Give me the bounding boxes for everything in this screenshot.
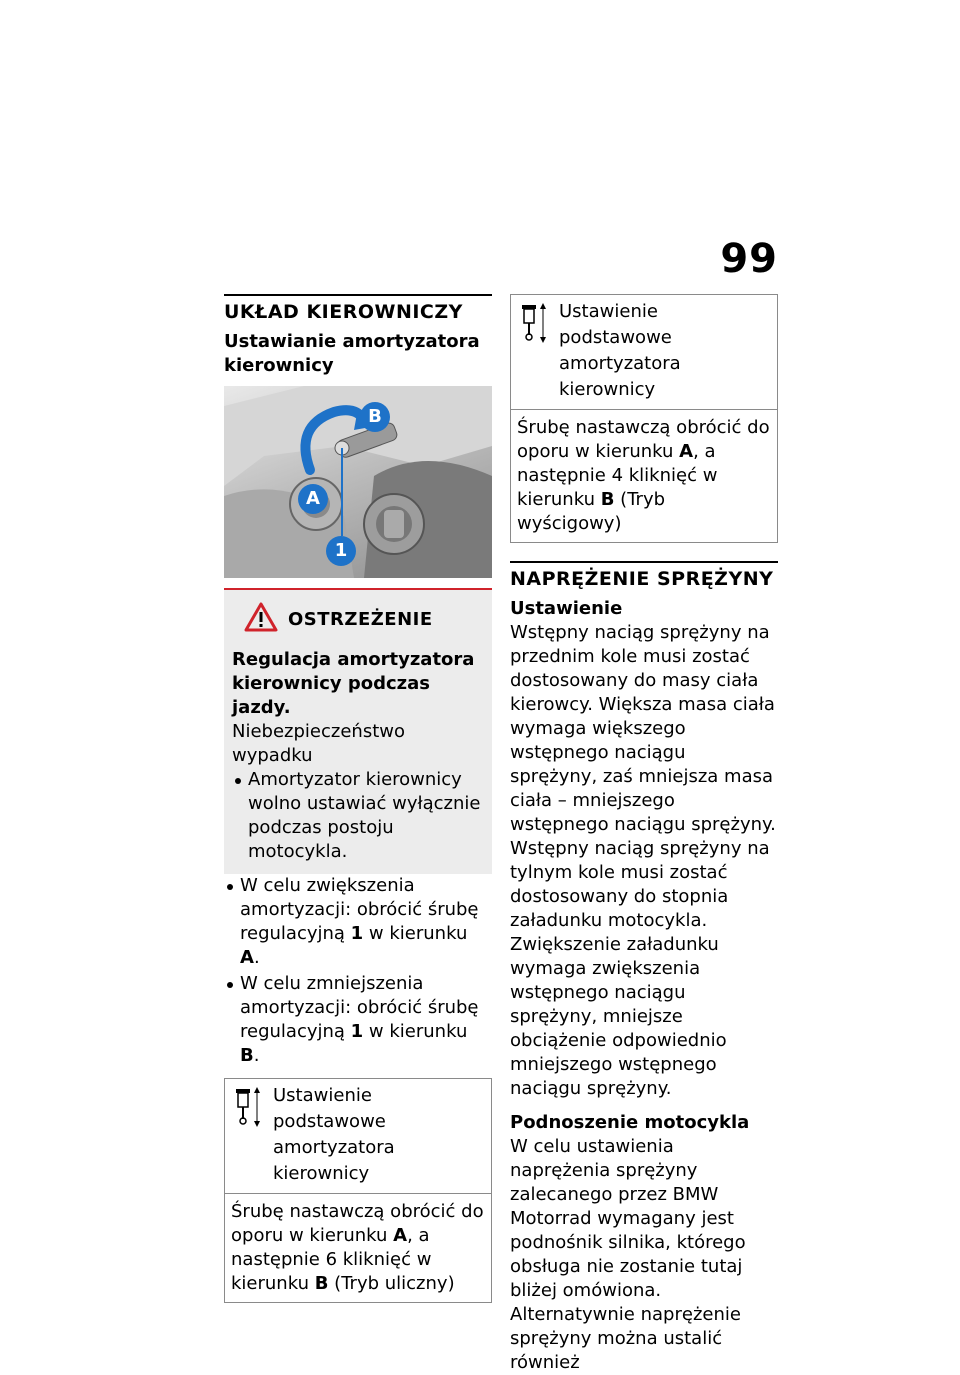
subtitle-setting: Ustawienie: [510, 598, 623, 619]
adjustment-steps: [224, 874, 492, 1068]
shock-absorber-icon: [233, 1083, 263, 1187]
setting-direction-a: A: [679, 441, 694, 462]
warning-header: [244, 602, 484, 636]
figure-illustration: [224, 386, 492, 578]
shock-absorber-icon: [519, 299, 549, 403]
setting-text: Śrubę nastawczą obrócić do oporu w kierunku: [517, 417, 770, 462]
figure-label-b: B: [360, 402, 390, 432]
right-column: [510, 294, 778, 1375]
paragraph-rear-spring: Wstępny naciąg sprężyny na tylnym kole musi zostać dostosowany do stopnia załadunku motocykla. Zwiększenie załadunku wymaga zwiększenia wstępnego naciągu sprężyny, mniejsze obciążenie odpowiednio mniejszego wstępnego naciągu sprężyny.: [510, 838, 770, 1099]
setting-text: Śrubę nastawczą obrócić do oporu w kierunku: [231, 1201, 484, 1246]
step-text: w kierunku: [363, 1021, 468, 1042]
setting-title: Ustawienie podstawowe amortyzatora kierownicy: [273, 1085, 395, 1184]
setting-direction-a: A: [393, 1225, 408, 1246]
step-text: .: [253, 947, 260, 968]
paragraph-front-spring: Wstępny naciąg sprężyny na przednim kole musi zostać dostosowany do masy ciała kierowcy. Większa masa ciała wymaga większego wstępnego naciągu sprężyny, zaś mniejsza masa ciała – mniejszego wstępnego naciągu sprężyny.: [510, 622, 776, 835]
steering-damper-figure: [224, 386, 492, 578]
step-part-number: 1: [350, 1021, 364, 1042]
paragraph-lifting: W celu ustawienia naprężenia sprężyny zalecanego przez BMW Motorrad wymagany jest podnośnik silnika, którego obsługa nie zostanie tutaj bliżej omówiona.: [510, 1136, 746, 1301]
left-column: [224, 294, 492, 1303]
paragraph-alternative: Alternatywnie naprężenie sprężyny można ustalić również: [510, 1304, 741, 1373]
setting-text: , a następnie 4 kliknięć w kierunku: [517, 441, 718, 510]
warning-triangle-icon: [244, 602, 278, 636]
step-text: W celu zwiększenia amortyzacji: obrócić śrubę regulacyjną: [240, 875, 479, 944]
warning-text: Niebezpieczeństwo wypadku: [232, 721, 405, 766]
warning-box: [224, 588, 492, 874]
setting-body: [225, 1194, 491, 1302]
setting-body: [511, 410, 777, 542]
section-title-spring: NAPRĘŻENIE SPRĘŻYNY: [510, 561, 778, 591]
setting-direction-b: B: [314, 1273, 329, 1294]
setting-header: [225, 1079, 491, 1194]
step-direction: A: [240, 947, 254, 968]
warning-title: OSTRZEŻENIE: [288, 608, 433, 630]
figure-label-1: 1: [326, 536, 356, 566]
page-number: 99: [720, 236, 778, 282]
step-item: [224, 874, 492, 970]
setting-direction-b: B: [600, 489, 615, 510]
warning-bullet: Amortyzator kierownicy wolno ustawiać wyłącznie podczas postoju motocykla.: [232, 768, 484, 864]
warning-heading: Regulacja amortyzatora kierownicy podczas jazdy.: [232, 649, 475, 718]
step-item: [224, 972, 492, 1068]
subtitle-steering-damper: Ustawianie amortyzatora kierownicy: [224, 331, 480, 376]
step-text: W celu zmniejszenia amortyzacji: obrócić śrubę regulacyjną: [240, 973, 479, 1042]
warning-bullets: [232, 768, 484, 864]
section-title-steering: UKŁAD KIEROWNICZY: [224, 294, 492, 324]
step-text: w kierunku: [363, 923, 468, 944]
setting-text: (Tryb wyścigowy): [517, 489, 666, 534]
setting-box-street: [224, 1078, 492, 1303]
setting-title: Ustawienie podstawowe amortyzatora kierownicy: [559, 301, 681, 400]
step-part-number: 1: [350, 923, 364, 944]
setting-box-race: [510, 294, 778, 543]
subtitle-lifting: Podnoszenie motocykla: [510, 1112, 750, 1133]
setting-text: , a następnie 6 kliknięć w kierunku: [231, 1225, 432, 1294]
step-text: .: [253, 1045, 260, 1066]
setting-text: (Tryb uliczny): [328, 1273, 455, 1294]
step-direction: B: [240, 1045, 254, 1066]
figure-label-a: A: [298, 484, 328, 514]
setting-header: [511, 295, 777, 410]
